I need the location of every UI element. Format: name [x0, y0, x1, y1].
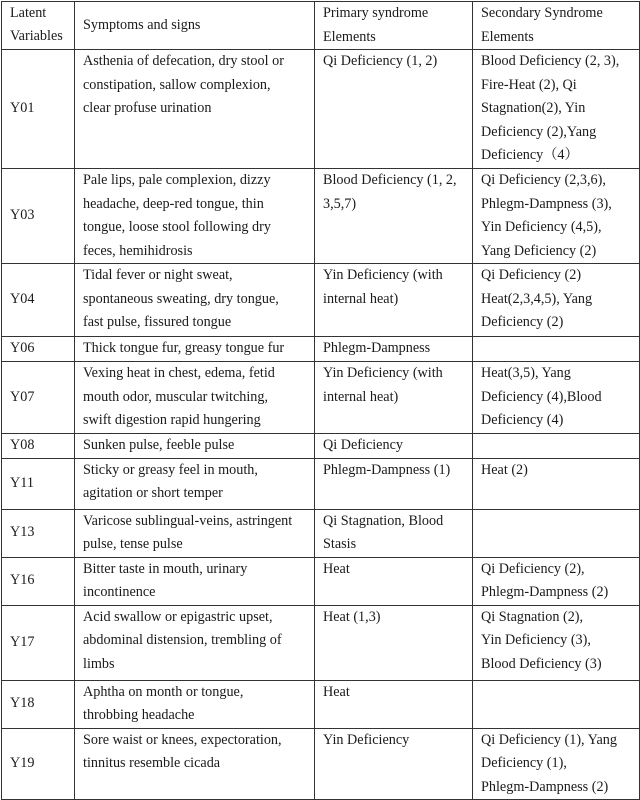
cell-text-line: pulse, tense pulse: [83, 536, 183, 552]
table-row: [2, 605, 640, 680]
cell-text-line: Varicose sublingual-veins, astringent: [83, 512, 293, 529]
latent-variable-id: Y07: [10, 388, 35, 405]
cell-symptoms: [75, 605, 315, 680]
cell-text-line: mouth odor, muscular twitching,: [83, 388, 269, 405]
cell-text-line: Phlegm-Dampness (2): [481, 584, 609, 600]
cell-text-line: Heat (2): [481, 461, 528, 478]
cell-text-line: Phlegm-Dampness (1): [323, 461, 451, 478]
header-latent-variables: [2, 2, 75, 50]
cell-latent-variable: [2, 50, 75, 169]
table-row: [2, 728, 640, 800]
cell-latent-variable: [2, 557, 75, 605]
latent-variable-id: Y16: [10, 572, 35, 589]
cell-symptoms: [75, 264, 315, 337]
cell-latent-variable: [2, 509, 75, 557]
cell-text-line: Phlegm-Dampness: [323, 340, 431, 356]
latent-variable-id: Y19: [10, 755, 35, 771]
cell-symptoms: [75, 509, 315, 557]
cell-text-line: Tidal fever or night sweat,: [83, 267, 233, 283]
cell-symptoms: [75, 337, 315, 362]
cell-secondary-elements: [473, 337, 640, 362]
cell-text-line: Thick tongue fur, greasy tongue fur: [83, 340, 285, 356]
cell-text-line: Yang Deficiency (2): [481, 242, 597, 259]
cell-text-line: Fire-Heat (2), Qi: [481, 76, 577, 93]
cell-primary-elements: [315, 50, 473, 169]
cell-text-line: Yin Deficiency: [323, 731, 410, 748]
cell-latent-variable: [2, 264, 75, 337]
cell-text-line: tongue, loose stool following dry: [83, 219, 271, 235]
cell-secondary-elements: [473, 433, 640, 458]
table-row: [2, 50, 640, 169]
table-row: [2, 433, 640, 458]
cell-text-line: Blood Deficiency (3): [481, 655, 602, 672]
cell-primary-elements: [315, 362, 473, 434]
cell-latent-variable: [2, 728, 75, 800]
cell-secondary-elements: [473, 557, 640, 605]
cell-text-line: Heat(2,3,4,5), Yang: [481, 290, 593, 307]
header-secondary-elements: [473, 2, 640, 50]
cell-primary-elements: [315, 557, 473, 605]
cell-text-line: Yin Deficiency (with: [323, 267, 443, 283]
latent-variable-id: Y03: [10, 207, 35, 224]
syndrome-table: [1, 1, 640, 800]
cell-symptoms: [75, 728, 315, 800]
header-text: Primary syndrome: [323, 5, 429, 21]
cell-secondary-elements: [473, 680, 640, 728]
cell-text-line: Heat: [323, 560, 350, 577]
cell-text-line: spontaneous sweating, dry tongue,: [83, 290, 279, 307]
cell-text-line: Qi Deficiency (2),: [481, 560, 585, 577]
cell-latent-variable: [2, 362, 75, 434]
cell-primary-elements: [315, 509, 473, 557]
cell-latent-variable: [2, 605, 75, 680]
table-row: [2, 458, 640, 509]
cell-primary-elements: [315, 169, 473, 264]
cell-text-line: Blood Deficiency (2, 3),: [481, 53, 620, 69]
latent-variable-id: Y17: [10, 633, 35, 650]
cell-symptoms: [75, 362, 315, 434]
table-row: [2, 509, 640, 557]
cell-text-line: Qi Deficiency (2,3,6),: [481, 172, 606, 188]
cell-secondary-elements: [473, 169, 640, 264]
cell-symptoms: [75, 50, 315, 169]
cell-secondary-elements: [473, 362, 640, 434]
cell-text-line: Heat (1,3): [323, 608, 381, 625]
cell-text-line: feces, hemihidrosis: [83, 242, 193, 259]
cell-text-line: headache, deep-red tongue, thin: [83, 195, 264, 212]
cell-latent-variable: [2, 169, 75, 264]
cell-text-line: Phlegm-Dampness (3),: [481, 195, 612, 212]
table-row: [2, 557, 640, 605]
table-row: [2, 264, 640, 337]
cell-text-line: agitation or short temper: [83, 485, 223, 501]
cell-text-line: abdominal distension, trembling of: [83, 632, 282, 648]
cell-text-line: Sunken pulse, feeble pulse: [83, 436, 235, 453]
cell-text-line: limbs: [83, 655, 115, 672]
cell-text-line: Blood Deficiency (1, 2,: [323, 172, 457, 188]
cell-secondary-elements: [473, 50, 640, 169]
header-symptoms: [75, 2, 315, 50]
cell-text-line: Deficiency (2): [481, 314, 564, 330]
cell-text-line: Asthenia of defecation, dry stool or: [83, 53, 284, 69]
cell-text-line: Qi Stagnation (2),: [481, 608, 584, 625]
cell-secondary-elements: [473, 458, 640, 509]
cell-text-line: internal heat): [323, 388, 399, 405]
cell-text-line: Vexing heat in chest, edema, fetid: [83, 365, 275, 381]
cell-text-line: Deficiency (4): [481, 412, 564, 428]
cell-text-line: Deficiency (1),: [481, 755, 567, 771]
cell-latent-variable: [2, 337, 75, 362]
latent-variable-id: Y06: [10, 340, 35, 357]
header-text: Symptoms and signs: [83, 16, 201, 33]
cell-primary-elements: [315, 728, 473, 800]
cell-text-line: tinnitus resemble cicada: [83, 755, 221, 771]
cell-symptoms: [75, 680, 315, 728]
cell-primary-elements: [315, 337, 473, 362]
cell-text-line: Qi Deficiency (1), Yang: [481, 731, 617, 748]
latent-variable-id: Y01: [10, 100, 35, 117]
cell-primary-elements: [315, 680, 473, 728]
cell-secondary-elements: [473, 264, 640, 337]
header-text: Latent: [10, 5, 47, 21]
header-primary-elements: [315, 2, 473, 50]
cell-text-line: Yin Deficiency (3),: [481, 632, 591, 648]
cell-symptoms: [75, 557, 315, 605]
cell-text-line: internal heat): [323, 290, 399, 307]
cell-text-line: Yin Deficiency (with: [323, 365, 443, 381]
cell-text-line: Sticky or greasy feel in mouth,: [83, 461, 258, 478]
cell-text-line: Stasis: [323, 536, 357, 552]
cell-latent-variable: [2, 433, 75, 458]
latent-variable-id: Y08: [10, 436, 35, 453]
cell-primary-elements: [315, 605, 473, 680]
cell-primary-elements: [315, 264, 473, 337]
cell-text-line: Bitter taste in mouth, urinary: [83, 560, 248, 577]
table-row: [2, 362, 640, 434]
cell-text-line: swift digestion rapid hungering: [83, 412, 261, 428]
cell-text-line: Pale lips, pale complexion, dizzy: [83, 172, 271, 188]
cell-symptoms: [75, 458, 315, 509]
cell-text-line: Qi Deficiency (1, 2): [323, 53, 438, 69]
latent-variable-id: Y18: [10, 695, 35, 712]
cell-text-line: Heat(3,5), Yang: [481, 365, 571, 381]
cell-text-line: Deficiency（4）: [481, 147, 579, 163]
cell-text-line: Sore waist or knees, expectoration,: [83, 731, 282, 748]
cell-text-line: Heat: [323, 683, 350, 700]
cell-text-line: 3,5,7): [323, 195, 357, 212]
cell-primary-elements: [315, 433, 473, 458]
table-header-row: [2, 2, 640, 50]
latent-variable-id: Y11: [10, 474, 34, 491]
cell-text-line: clear profuse urination: [83, 100, 212, 116]
latent-variable-id: Y13: [10, 524, 35, 541]
cell-text-line: Acid swallow or epigastric upset,: [83, 608, 273, 625]
cell-text-line: constipation, sallow complexion,: [83, 76, 271, 93]
cell-symptoms: [75, 433, 315, 458]
header-text: Variables: [10, 28, 63, 44]
cell-text-line: Deficiency (4),Blood: [481, 388, 602, 405]
cell-text-line: Yin Deficiency (4,5),: [481, 219, 602, 235]
cell-symptoms: [75, 169, 315, 264]
latent-variable-id: Y04: [10, 291, 35, 308]
cell-text-line: Deficiency (2),Yang: [481, 123, 597, 140]
cell-secondary-elements: [473, 605, 640, 680]
cell-text-line: Qi Stagnation, Blood: [323, 512, 444, 529]
cell-secondary-elements: [473, 728, 640, 800]
cell-primary-elements: [315, 458, 473, 509]
header-text: Elements: [481, 28, 534, 45]
table-row: [2, 169, 640, 264]
table-row: [2, 680, 640, 728]
cell-secondary-elements: [473, 509, 640, 557]
cell-text-line: Phlegm-Dampness (2): [481, 778, 609, 795]
cell-text-line: fast pulse, fissured tongue: [83, 314, 232, 330]
cell-text-line: Stagnation(2), Yin: [481, 100, 586, 116]
cell-text-line: incontinence: [83, 584, 156, 600]
cell-text-line: Aphtha on month or tongue,: [83, 683, 244, 700]
header-text: Secondary Syndrome: [481, 5, 603, 21]
header-text: Elements: [323, 28, 376, 45]
cell-latent-variable: [2, 458, 75, 509]
cell-text-line: Qi Deficiency (2): [481, 267, 582, 283]
cell-text-line: Qi Deficiency: [323, 436, 403, 453]
cell-text-line: throbbing headache: [83, 707, 195, 723]
cell-latent-variable: [2, 680, 75, 728]
table-row: [2, 337, 640, 362]
